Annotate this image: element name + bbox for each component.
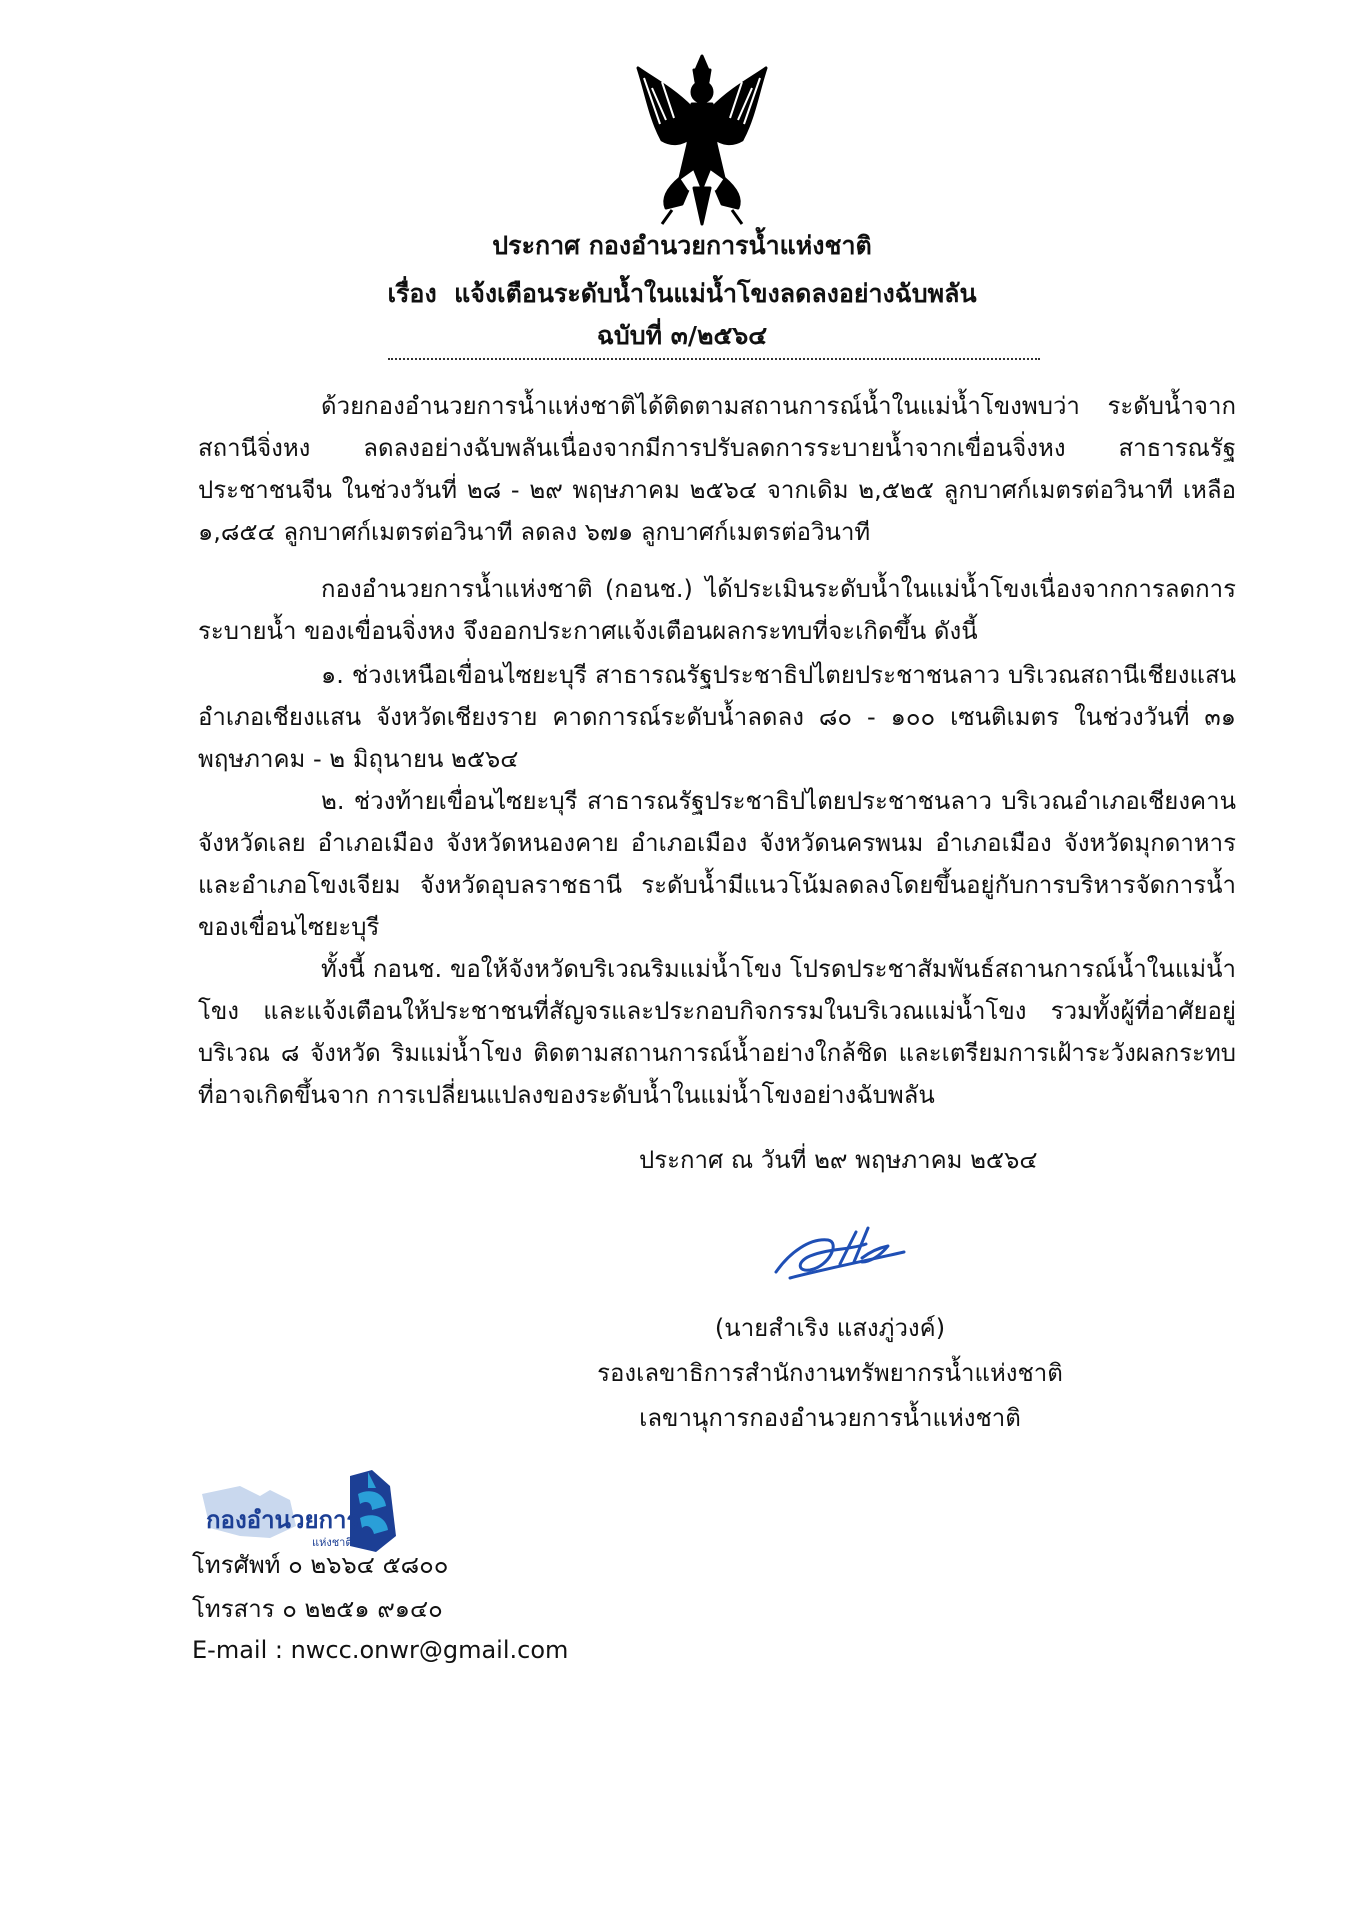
contact-fax: โทรสาร ๐ ๒๒๕๑ ๙๑๔๐: [192, 1595, 443, 1623]
nwcc-logo: [200, 1466, 430, 1556]
announcement-subject: [0, 276, 1364, 312]
subject-label: เรื่อง: [387, 279, 437, 308]
body-paragraph-4: ๒. ช่วงท้ายเขื่อนไซยะบุรี สาธารณรัฐประชาธิปไตยประชาชนลาว บริเวณอำเภอเชียงคาน จังหวัดเลย อำเภอเมือง จังหวัดหนองคาย อำเภอเมือง จังหวัดนครพนม อำเภอเมือง จังหวัดมุกดาหาร และอำเภอโขงเจียม จังหวัดอุบลราชธานี ระดับน้ำมีแนวโน้มลดลงโดยขึ้นอยู่กับการบริหารจัดการน้ำ ของเขื่อนไซยะบุรี: [198, 787, 1236, 941]
contact-phone: โทรศัพท์ ๐ ๒๖๖๔ ๕๘๐๐: [192, 1551, 449, 1579]
announcement-title: ประกาศ กองอำนวยการน้ำแห่งชาติ: [492, 231, 872, 260]
body-paragraph-1: ด้วยกองอำนวยการน้ำแห่งชาติได้ติดตามสถานการณ์น้ำในแม่น้ำโขงพบว่า ระดับน้ำจากสถานีจิ่งหง ลดลงอย่างฉับพลันเนื่องจากมีการปรับลดการระบายน้ำจากเขื่อนจิ่งหง สาธารณรัฐประชาชนจีน ในช่วงวันที่ ๒๘ - ๒๙ พฤษภาคม ๒๕๖๔ จากเดิม ๒,๕๒๕ ลูกบาศก์เมตรต่อวินาที เหลือ ๑,๘๕๔ ลูกบาศก์เมตรต่อวินาที ลดลง ๖๗๑ ลูกบาศก์เมตรต่อวินาที: [198, 392, 1236, 546]
signatory-position-2: เลขานุการกองอำนวยการน้ำแห่งชาติ: [639, 1404, 1021, 1432]
contact-email: E-mail : nwcc.onwr@gmail.com: [192, 1636, 569, 1664]
signatory-name: (นายสำเริง แสงภู่วงค์): [714, 1314, 946, 1342]
garuda-emblem-icon: [632, 48, 772, 230]
body-paragraph-2: กองอำนวยการน้ำแห่งชาติ (กอนช.) ได้ประเมินระดับน้ำในแม่น้ำโขงเนื่องจากการลดการระบายน้ำ ของเขื่อนจิ่งหง จึงออกประกาศแจ้งเตือนผลกระทบที่จะเกิดขึ้น ดังนี้: [198, 575, 1236, 645]
body-paragraph-3: ๑. ช่วงเหนือเขื่อนไซยะบุรี สาธารณรัฐประชาธิปไตยประชาชนลาว บริเวณสถานีเชียงแสน อำเภอเชียงแสน จังหวัดเชียงราย คาดการณ์ระดับน้ำลดลง ๘๐ - ๑๐๐ เซนติเมตร ในช่วงวันที่ ๓๑ พฤษภาคม - ๒ มิถุนายน ๒๕๖๔: [198, 661, 1236, 773]
subject-text: แจ้งเตือนระดับน้ำในแม่น้ำโขงลดลงอย่างฉับพลัน: [454, 279, 977, 308]
dotted-divider: [388, 358, 1040, 360]
signature-image: [770, 1222, 910, 1284]
signatory-position-1: รองเลขาธิการสำนักงานทรัพยากรน้ำแห่งชาติ: [597, 1359, 1063, 1387]
announcement-date: ประกาศ ณ วันที่ ๒๙ พฤษภาคม ๒๕๖๔: [639, 1146, 1038, 1174]
svg-text:กองอำนวยการ: กองอำนวยการ: [206, 1506, 360, 1534]
issue-number: ฉบับที่ ๓/๒๕๖๔: [596, 321, 768, 350]
svg-text:แห่งชาติ: แห่งชาติ: [312, 1536, 353, 1549]
body-paragraph-5: ทั้งนี้ กอนช. ขอให้จังหวัดบริเวณริมแม่น้ำโขง โปรดประชาสัมพันธ์สถานการณ์น้ำในแม่น้ำโขง และแจ้งเตือนให้ประชาชนที่สัญจรและประกอบกิจกรรมในบริเวณแม่น้ำโขง รวมทั้งผู้ที่อาศัยอยู่บริเวณ ๘ จังหวัด ริมแม่น้ำโขง ติดตามสถานการณ์น้ำอย่างใกล้ชิด และเตรียมการเฝ้าระวังผลกระทบที่อาจเกิดขึ้นจาก การเปลี่ยนแปลงของระดับน้ำในแม่น้ำโขงอย่างฉับพลัน: [198, 955, 1236, 1109]
